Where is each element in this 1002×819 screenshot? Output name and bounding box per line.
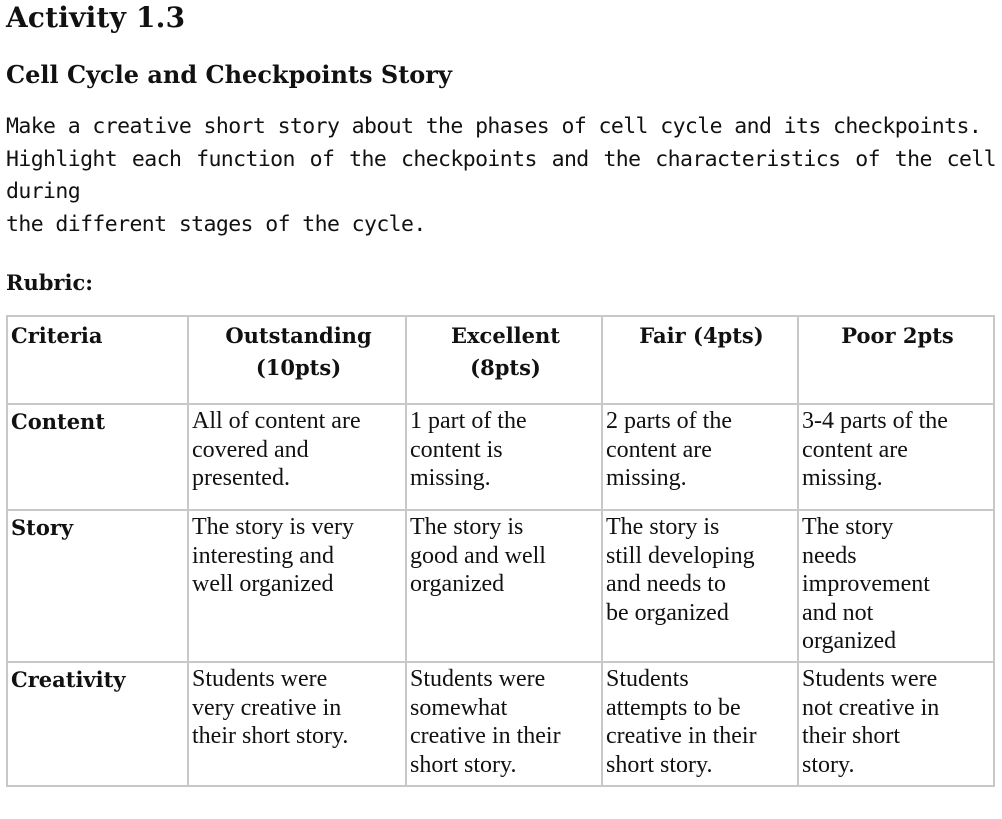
cell-line: missing. <box>606 465 687 491</box>
cell-story-fair <box>602 510 798 662</box>
cell-line: and needs to <box>606 571 726 597</box>
cell-line: missing. <box>802 465 883 491</box>
instructions-paragraph <box>6 111 996 241</box>
criterion-content: Content <box>7 404 188 510</box>
cell-line: The story <box>802 514 894 540</box>
cell-creativity-fair <box>602 662 798 786</box>
cell-content-excellent <box>406 404 602 510</box>
cell-line: not creative in <box>802 694 940 721</box>
cell-line: their short story. <box>192 723 349 749</box>
cell-creativity-poor <box>798 662 994 786</box>
cell-line: Students were <box>410 666 546 692</box>
cell-line: presented. <box>192 465 290 491</box>
cell-content-fair <box>602 404 798 510</box>
cell-line: Students were <box>802 666 938 692</box>
cell-line: content are <box>802 436 908 463</box>
header-outstanding-line: Outstanding <box>225 323 372 348</box>
activity-title: Activity 1.3 <box>6 1 186 34</box>
header-excellent-line: (8pts) <box>470 355 541 380</box>
cell-line: content is <box>410 436 503 463</box>
cell-content-outstanding <box>188 404 406 510</box>
cell-line: 3-4 parts of the <box>802 408 948 434</box>
cell-line: The story is <box>606 514 720 540</box>
cell-line: interesting and <box>192 542 334 569</box>
cell-line: somewhat <box>410 694 508 721</box>
cell-creativity-outstanding <box>188 662 406 786</box>
criterion-creativity: Creativity <box>7 662 188 786</box>
cell-line: The story is <box>410 514 524 540</box>
cell-line: organized <box>802 628 897 654</box>
cell-story-excellent <box>406 510 602 662</box>
header-criteria <box>7 316 188 404</box>
cell-line: Students were <box>192 666 328 692</box>
header-poor <box>798 316 994 404</box>
rubric-row-content <box>7 404 994 510</box>
cell-line: attempts to be <box>606 694 741 721</box>
cell-line: good and well <box>410 542 546 569</box>
cell-line: their short <box>802 723 900 749</box>
cell-line: short story. <box>606 751 713 778</box>
activity-subtitle: Cell Cycle and Checkpoints Story <box>6 60 452 89</box>
instructions-line: Make a creative short story about the phases of cell cycle and its checkpoints. <box>6 114 982 139</box>
instructions-line: Highlight each function of the checkpoints and the characteristics of the cell during <box>6 146 996 204</box>
header-poor-line: Poor 2pts <box>841 323 954 348</box>
cell-line: and not <box>802 599 874 626</box>
rubric-label: Rubric: <box>6 270 93 295</box>
header-excellent <box>406 316 602 404</box>
instructions-line: the different stages of the cycle. <box>6 211 426 237</box>
cell-line: 2 parts of the <box>606 408 732 434</box>
header-outstanding <box>188 316 406 404</box>
cell-line: organized <box>410 571 505 597</box>
cell-line: missing. <box>410 465 491 491</box>
cell-line: story. <box>802 751 855 778</box>
cell-line: creative in their <box>606 723 757 749</box>
cell-line: content are <box>606 436 712 463</box>
cell-line: still developing <box>606 542 755 569</box>
header-outstanding-line: (10pts) <box>255 355 342 380</box>
rubric-table <box>6 315 995 787</box>
cell-line: very creative in <box>192 694 342 721</box>
rubric-row-creativity <box>7 662 994 786</box>
cell-line: well organized <box>192 571 334 597</box>
cell-line: creative in their <box>410 723 561 749</box>
cell-line: be organized <box>606 599 729 626</box>
cell-line: The story is very <box>192 514 354 540</box>
cell-line: Students <box>606 666 689 692</box>
header-criteria-label: Criteria <box>11 323 103 348</box>
cell-line: 1 part of the <box>410 408 527 434</box>
cell-line: short story. <box>410 751 517 778</box>
rubric-header-row <box>7 316 994 404</box>
cell-line: covered and <box>192 436 309 463</box>
header-excellent-line: Excellent <box>451 323 560 348</box>
criterion-story: Story <box>7 510 188 662</box>
rubric-row-story <box>7 510 994 662</box>
header-fair-line: Fair (4pts) <box>639 323 764 348</box>
cell-line: All of content are <box>192 408 361 434</box>
header-fair <box>602 316 798 404</box>
cell-story-outstanding <box>188 510 406 662</box>
cell-line: needs <box>802 542 857 569</box>
cell-creativity-excellent <box>406 662 602 786</box>
cell-line: improvement <box>802 571 930 597</box>
cell-content-poor <box>798 404 994 510</box>
cell-story-poor <box>798 510 994 662</box>
